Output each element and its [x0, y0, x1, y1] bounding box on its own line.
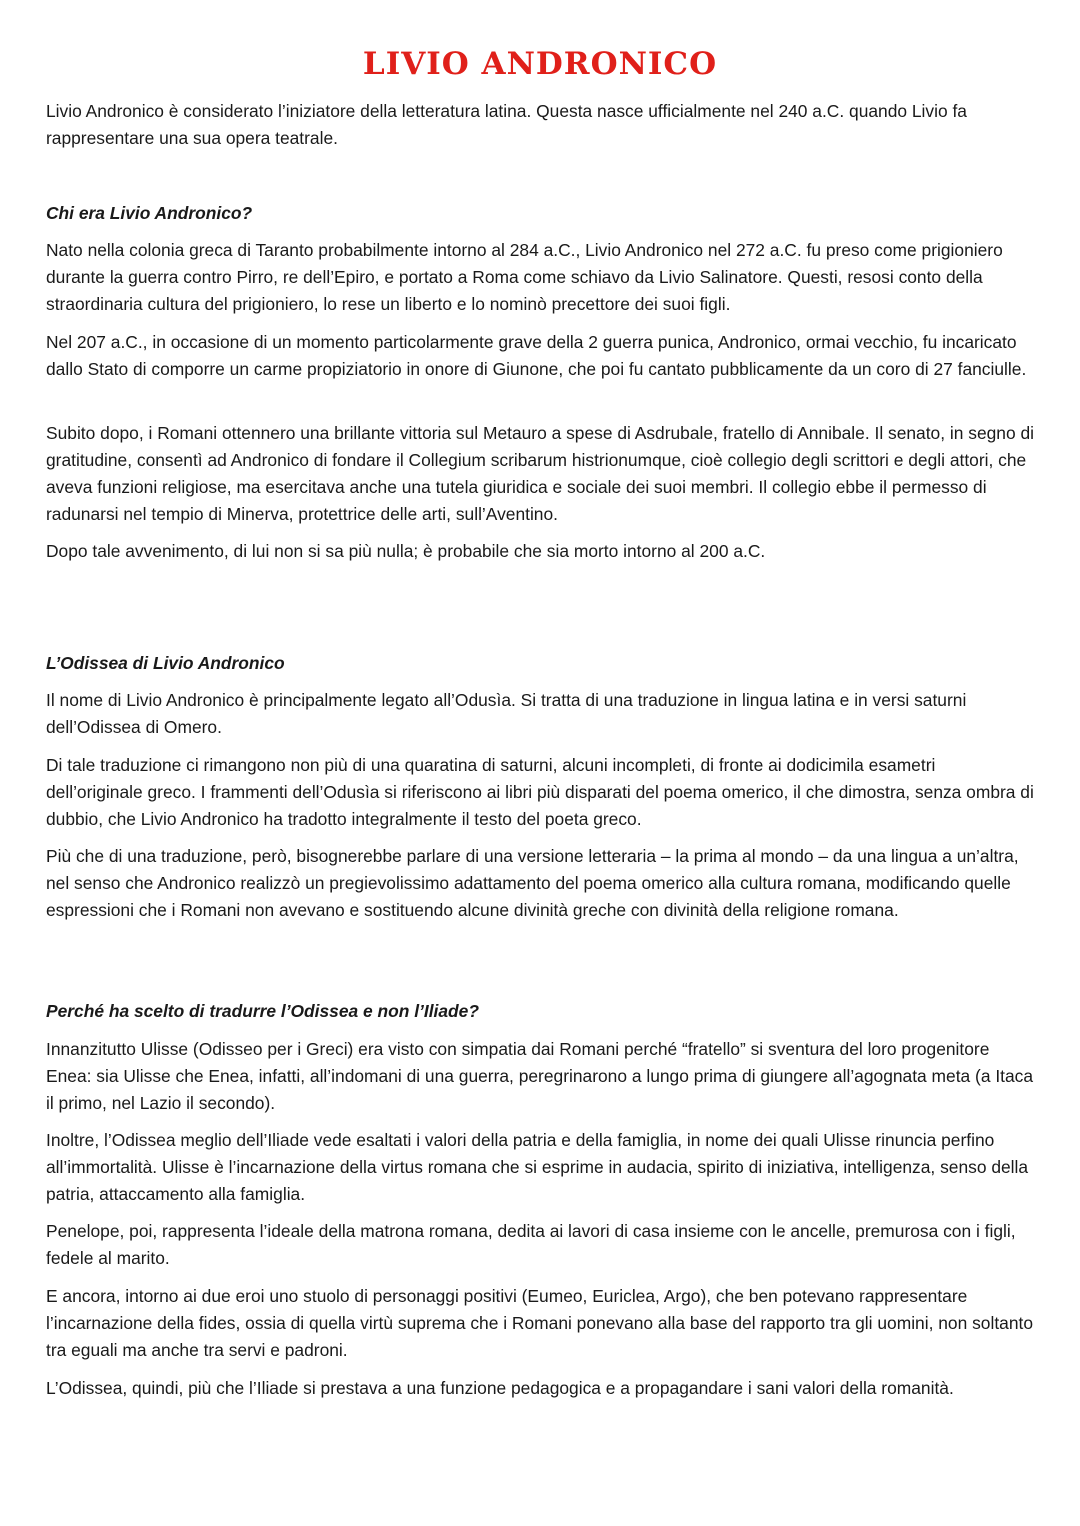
section3-paragraph-5: L’Odissea, quindi, più che l’Iliade si prestava a una funzione pedagogica e a propagandare i sani valori della romanità.: [46, 1378, 954, 1398]
section3-paragraph-1: Innanzitutto Ulisse (Odisseo per i Greci) era visto con simpatia dai Romani perché “fratello” si sventura del loro progenitore Enea: sia Ulisse che Enea, infatti, all’indomani di una guerra, peregrinarono a lungo prima di giungere all’agognata meta (a Itaca il primo, nel Lazio il secondo).: [46, 1039, 1034, 1113]
section-heading-perche: Perché ha scelto di tradurre l’Odissea e non l’Iliade?: [46, 1001, 479, 1021]
section1-paragraph-4: Dopo tale avvenimento, di lui non si sa più nulla; è probabile che sia morto intorno al 200 a.C.: [46, 541, 766, 561]
section3-paragraph-3: Penelope, poi, rappresenta l’ideale della matrona romana, dedita ai lavori di casa insieme con le ancelle, premurosa con i figli, fedele al marito.: [46, 1221, 1016, 1268]
section1-paragraph-1: Nato nella colonia greca di Taranto probabilmente intorno al 284 a.C., Livio Andronico nel 272 a.C. fu preso come prigioniero durante la guerra contro Pirro, re dell’Epiro, e portato a Roma come schiavo da Livio Salinatore. Questi, resosi conto della straordinaria cultura del prigioniero, lo rese un liberto e lo nominò precettore dei suoi figli.: [46, 240, 1003, 314]
section1-paragraph-3: Subito dopo, i Romani ottennero una brillante vittoria sul Metauro a spese di Asdrubale, fratello di Annibale. Il senato, in segno di gratitudine, consentì ad Andronico di fondare il Collegium scribarum histrionumque, cioè collegio degli scrittori e degli attori, che aveva funzioni religiose, ma esercitava anche una tutela giuridica e sociale dei suoi membri. Il collegio ebbe il permesso di radunarsi nel tempio di Minerva, protettrice delle arti, sull’Aventino.: [46, 423, 1035, 524]
intro-paragraph: Livio Andronico è considerato l’iniziatore della letteratura latina. Questa nasce ufficialmente nel 240 a.C. quando Livio fa rappresentare una sua opera teatrale.: [46, 101, 967, 148]
section3-paragraph-4: E ancora, intorno ai due eroi uno stuolo di personaggi positivi (Eumeo, Euriclea, Argo), che ben potevano rappresentare l’incarnazione della fides, ossia di quella virtù suprema che i Romani ponevano alla base del rapporto tra gli uomini, non soltanto tra eguali ma anche tra servi e padroni.: [46, 1286, 1034, 1360]
section-heading-odissea: L’Odissea di Livio Andronico: [46, 653, 285, 673]
section2-paragraph-1: Il nome di Livio Andronico è principalmente legato all’Odusìa. Si tratta di una traduzione in lingua latina e in versi saturni dell’Odissea di Omero.: [46, 690, 967, 737]
section3-paragraph-2: Inoltre, l’Odissea meglio dell’Iliade vede esaltati i valori della patria e della famiglia, in nome dei quali Ulisse rinuncia perfino all’immortalità. Ulisse è l’incarnazione della virtus romana che si esprime in audacia, spirito di iniziativa, intelligenza, senso della patria, attaccamento alla famiglia.: [46, 1130, 1029, 1204]
page-title: LIVIO ANDRONICO: [362, 46, 718, 82]
section-heading-chi-era: Chi era Livio Andronico?: [46, 203, 253, 223]
section2-paragraph-2: Di tale traduzione ci rimangono non più di una quaratina di saturni, alcuni incompleti, di fronte ai dodicimila esametri dell’originale greco. I frammenti dell’Odusìa si riferiscono ai libri più disparati del poema omerico, il che dimostra, senza ombra di dubbio, che Livio Andronico ha tradotto integralmente il testo del poeta greco.: [46, 755, 1034, 829]
section1-paragraph-2: Nel 207 a.C., in occasione di un momento particolarmente grave della 2 guerra punica, Andronico, ormai vecchio, fu incaricato dallo Stato di comporre un carme propiziatorio in onore di Giunone, che poi fu cantato pubblicamente da un coro di 27 fanciulle.: [46, 332, 1027, 379]
section2-paragraph-3: Più che di una traduzione, però, bisognerebbe parlare di una versione letteraria – la prima al mondo – da una lingua a un’altra, nel senso che Andronico realizzò un pregievolissimo adattamento del poema omerico alla cultura romana, modificando quelle espressioni che i Romani non avevano e sostituendo alcune divinità greche con divinità della religione romana.: [46, 846, 1019, 920]
